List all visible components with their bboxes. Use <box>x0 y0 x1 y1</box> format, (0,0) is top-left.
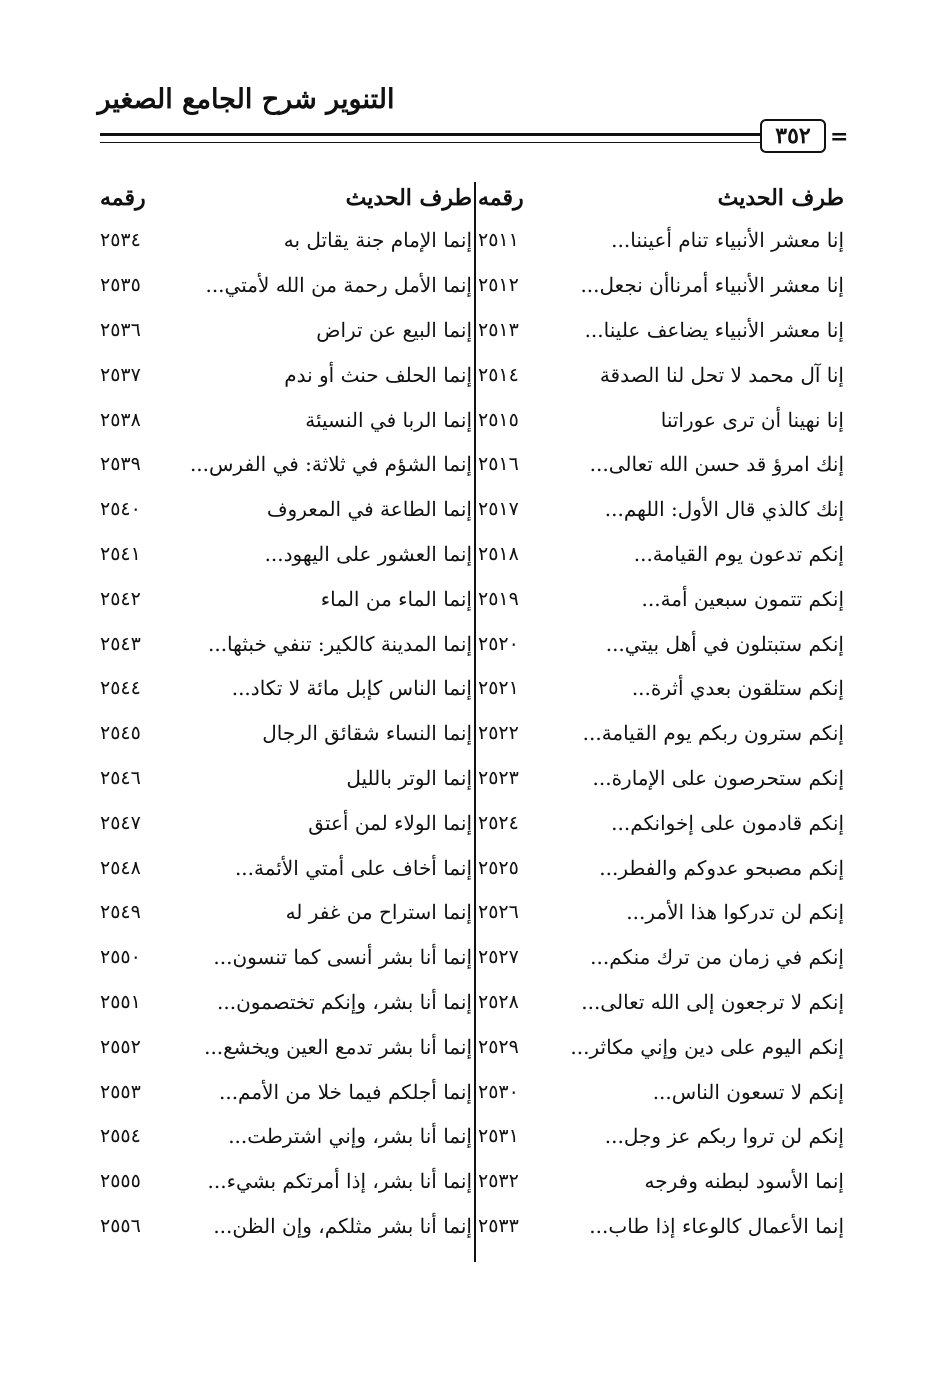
index-row <box>478 800 844 845</box>
index-row <box>478 711 844 756</box>
index-row <box>478 621 844 666</box>
hadith-number: ٢٥٢٥ <box>478 856 519 879</box>
hadith-text: إنكم تدعون يوم القيامة... <box>633 541 844 566</box>
hadith-text: إنكم لن تروا ربكم عز وجل... <box>604 1124 844 1149</box>
hadith-number: ٢٥١٧ <box>478 498 519 521</box>
hadith-text: إنك امرؤ قد حسن الله تعالى... <box>589 452 844 477</box>
hadith-text: إنما أنا بشر، وإني اشترطت... <box>228 1124 472 1149</box>
index-row <box>100 487 472 532</box>
index-row <box>478 845 844 890</box>
hadith-text: إنكم ستلقون بعدي أثرة... <box>631 676 844 701</box>
index-row <box>100 800 472 845</box>
hadith-text: إنما استراح من غفر له <box>285 900 472 925</box>
hadith-number: ٢٥٣٢ <box>478 1170 519 1193</box>
hadith-number: ٢٥٤٥ <box>100 722 141 745</box>
index-row <box>478 532 844 577</box>
hadith-text: إنكم لا تسعون الناس... <box>652 1079 844 1104</box>
hadith-text: إنما أنا بشر، وإنكم تختصمون... <box>217 989 472 1014</box>
hadith-number: ٢٥٣٩ <box>100 453 141 476</box>
hadith-text: إنما الربا في النسيئة <box>305 407 472 432</box>
hadith-number: ٢٥٥٤ <box>100 1125 141 1148</box>
page-number-ornament: = <box>830 124 849 150</box>
hadith-number: ٢٥٢٧ <box>478 946 519 969</box>
hadith-number: ٢٥٤١ <box>100 542 141 565</box>
index-row <box>100 621 472 666</box>
page-number: ٣٥٢ <box>760 119 826 153</box>
hadith-number: ٢٥٢٠ <box>478 632 519 655</box>
hadith-text: إنكم قادمون على إخوانكم... <box>611 810 844 835</box>
index-row <box>100 218 472 263</box>
hadith-number: ٢٥٤٣ <box>100 632 141 655</box>
hadith-text: إنما العشور على اليهود... <box>264 541 472 566</box>
hadith-text: إنكم اليوم على دين وإني مكاثر... <box>570 1034 844 1059</box>
column-header <box>478 178 844 218</box>
hadith-text: إنا نهينا أن ترى عوراتنا <box>660 407 844 432</box>
index-row <box>100 1114 472 1159</box>
header-number: رقمه <box>100 185 146 211</box>
hadith-number: ٢٥٥٣ <box>100 1080 141 1103</box>
hadith-number: ٢٥٣٤ <box>100 229 141 252</box>
index-row <box>100 1024 472 1069</box>
index-row <box>478 352 844 397</box>
hadith-text: إنكم ستحرصون على الإمارة... <box>592 765 844 790</box>
index-row <box>478 1204 844 1249</box>
index-row <box>478 576 844 621</box>
hadith-text: إنما المدينة كالكير: تنفي خبثها... <box>207 631 472 656</box>
hadith-text: إنما الإمام جنة يقاتل به <box>283 228 472 253</box>
hadith-number: ٢٥٤٠ <box>100 498 141 521</box>
hadith-text: إنما أنا بشر تدمع العين ويخشع... <box>204 1034 472 1059</box>
index-row <box>100 711 472 756</box>
hadith-number: ٢٥٤٩ <box>100 901 141 924</box>
index-row <box>478 1159 844 1204</box>
column-divider <box>474 182 476 1262</box>
index-row <box>478 308 844 353</box>
hadith-text: إنا معشر الأنبياء يضاعف علينا... <box>584 317 844 342</box>
index-row <box>478 756 844 801</box>
index-row <box>100 756 472 801</box>
index-row <box>100 935 472 980</box>
index-row <box>478 935 844 980</box>
index-row <box>478 1114 844 1159</box>
hadith-number: ٢٥٥٢ <box>100 1035 141 1058</box>
hadith-number: ٢٥٤٧ <box>100 811 141 834</box>
index-row <box>100 1204 472 1249</box>
hadith-text: إنما النساء شقائق الرجال <box>262 721 472 746</box>
hadith-text: إنما البيع عن تراض <box>316 317 472 342</box>
hadith-number: ٢٥٣٣ <box>478 1214 519 1237</box>
index-column-left <box>100 178 472 1248</box>
hadith-number: ٢٥١٨ <box>478 542 519 565</box>
hadith-number: ٢٥٤٢ <box>100 587 141 610</box>
hadith-text: إنما أنا بشر، إذا أمرتكم بشيء... <box>207 1169 472 1194</box>
hadith-number: ٢٥١٥ <box>478 408 519 431</box>
index-row <box>100 308 472 353</box>
hadith-number: ٢٥٣٥ <box>100 274 141 297</box>
hadith-text: إنما الشؤم في ثلاثة: في الفرس... <box>189 452 472 477</box>
hadith-number: ٢٥١١ <box>478 229 519 252</box>
hadith-number: ٢٥٥٦ <box>100 1214 141 1237</box>
hadith-text: إنما الأعمال كالوعاء إذا طاب... <box>589 1213 844 1238</box>
hadith-text: إنا آل محمد لا تحل لنا الصدقة <box>599 362 844 387</box>
hadith-text: إنما الأمل رحمة من الله لأمتي... <box>205 273 472 298</box>
hadith-number: ٢٥١٢ <box>478 274 519 297</box>
hadith-text: إنما أخاف على أمتي الأئمة... <box>234 855 472 880</box>
hadith-number: ٢٥٣١ <box>478 1125 519 1148</box>
hadith-number: ٢٥٢١ <box>478 677 519 700</box>
hadith-number: ٢٥٣٠ <box>478 1080 519 1103</box>
index-row <box>100 532 472 577</box>
hadith-number: ٢٥٢٩ <box>478 1035 519 1058</box>
hadith-text: إنما الأسود لبطنه وفرجه <box>644 1169 844 1194</box>
hadith-text: إنكم سترون ربكم يوم القيامة... <box>582 721 844 746</box>
hadith-text: إنكم تتمون سبعين أمة... <box>641 586 844 611</box>
index-row <box>100 1159 472 1204</box>
hadith-text: إنما أنا بشر مثلكم، وإن الظن... <box>213 1213 472 1238</box>
hadith-text: إنك كالذي قال الأول: اللهم... <box>604 497 844 522</box>
index-row <box>100 890 472 935</box>
header-hadith: طرف الحديث <box>345 185 472 211</box>
header-hadith: طرف الحديث <box>717 185 844 211</box>
index-row <box>100 397 472 442</box>
index-row <box>478 218 844 263</box>
hadith-text: إنكم ستبتلون في أهل بيتي... <box>605 631 844 656</box>
index-row <box>100 666 472 711</box>
column-header <box>100 178 472 218</box>
hadith-number: ٢٥٣٧ <box>100 363 141 386</box>
hadith-text: إنكم لا ترجعون إلى الله تعالى... <box>581 989 844 1014</box>
hadith-text: إنما الولاء لمن أعتق <box>308 810 472 835</box>
hadith-number: ٢٥١٤ <box>478 363 519 386</box>
hadith-text: إنما الماء من الماء <box>320 586 472 611</box>
hadith-number: ٢٥٢٤ <box>478 811 519 834</box>
hadith-text: إنما أنا بشر أنسى كما تنسون... <box>213 945 472 970</box>
hadith-number: ٢٥٤٨ <box>100 856 141 879</box>
header-number: رقمه <box>478 185 524 211</box>
hadith-text: إنما أجلكم فيما خلا من الأمم... <box>218 1079 472 1104</box>
index-row <box>478 666 844 711</box>
index-row <box>478 397 844 442</box>
hadith-text: إنكم لن تدركوا هذا الأمر... <box>626 900 844 925</box>
book-title: التنوير شرح الجامع الصغير <box>97 84 395 115</box>
hadith-number: ٢٥١٣ <box>478 318 519 341</box>
hadith-number: ٢٥٢٨ <box>478 990 519 1013</box>
index-row <box>478 1069 844 1114</box>
hadith-number: ٢٥٣٦ <box>100 318 141 341</box>
hadith-number: ٢٥٢٣ <box>478 766 519 789</box>
hadith-number: ٢٥٥٥ <box>100 1170 141 1193</box>
header-rule-thin <box>100 142 760 143</box>
hadith-text: إنما الطاعة في المعروف <box>266 497 472 522</box>
header-rule <box>100 133 760 136</box>
hadith-text: إنما الوتر بالليل <box>346 765 472 790</box>
hadith-number: ٢٥٤٤ <box>100 677 141 700</box>
hadith-text: إنا معشر الأنبياء تنام أعيننا... <box>611 228 844 253</box>
hadith-text: إنا معشر الأنبياء أمرناأن نجعل... <box>580 273 844 298</box>
hadith-text: إنكم في زمان من ترك منكم... <box>590 945 844 970</box>
index-row <box>100 263 472 308</box>
index-row <box>478 890 844 935</box>
index-row <box>100 1069 472 1114</box>
index-row <box>100 980 472 1025</box>
index-row <box>478 263 844 308</box>
hadith-number: ٢٥٢٦ <box>478 901 519 924</box>
hadith-text: إنما الناس كإبل مائة لا تكاد... <box>231 676 472 701</box>
index-row <box>100 352 472 397</box>
hadith-number: ٢٥٢٢ <box>478 722 519 745</box>
hadith-number: ٢٥٣٨ <box>100 408 141 431</box>
hadith-number: ٢٥٤٦ <box>100 766 141 789</box>
hadith-number: ٢٥١٩ <box>478 587 519 610</box>
index-row <box>478 1024 844 1069</box>
index-row <box>100 442 472 487</box>
index-row <box>100 576 472 621</box>
hadith-number: ٢٥١٦ <box>478 453 519 476</box>
hadith-text: إنكم مصبحو عدوكم والفطر... <box>599 855 844 880</box>
hadith-text: إنما الحلف حنث أو ندم <box>284 362 472 387</box>
hadith-number: ٢٥٥٠ <box>100 946 141 969</box>
index-column-right <box>478 178 844 1248</box>
index-row <box>100 845 472 890</box>
hadith-number: ٢٥٥١ <box>100 990 141 1013</box>
index-row <box>478 980 844 1025</box>
index-row <box>478 442 844 487</box>
index-row <box>478 487 844 532</box>
